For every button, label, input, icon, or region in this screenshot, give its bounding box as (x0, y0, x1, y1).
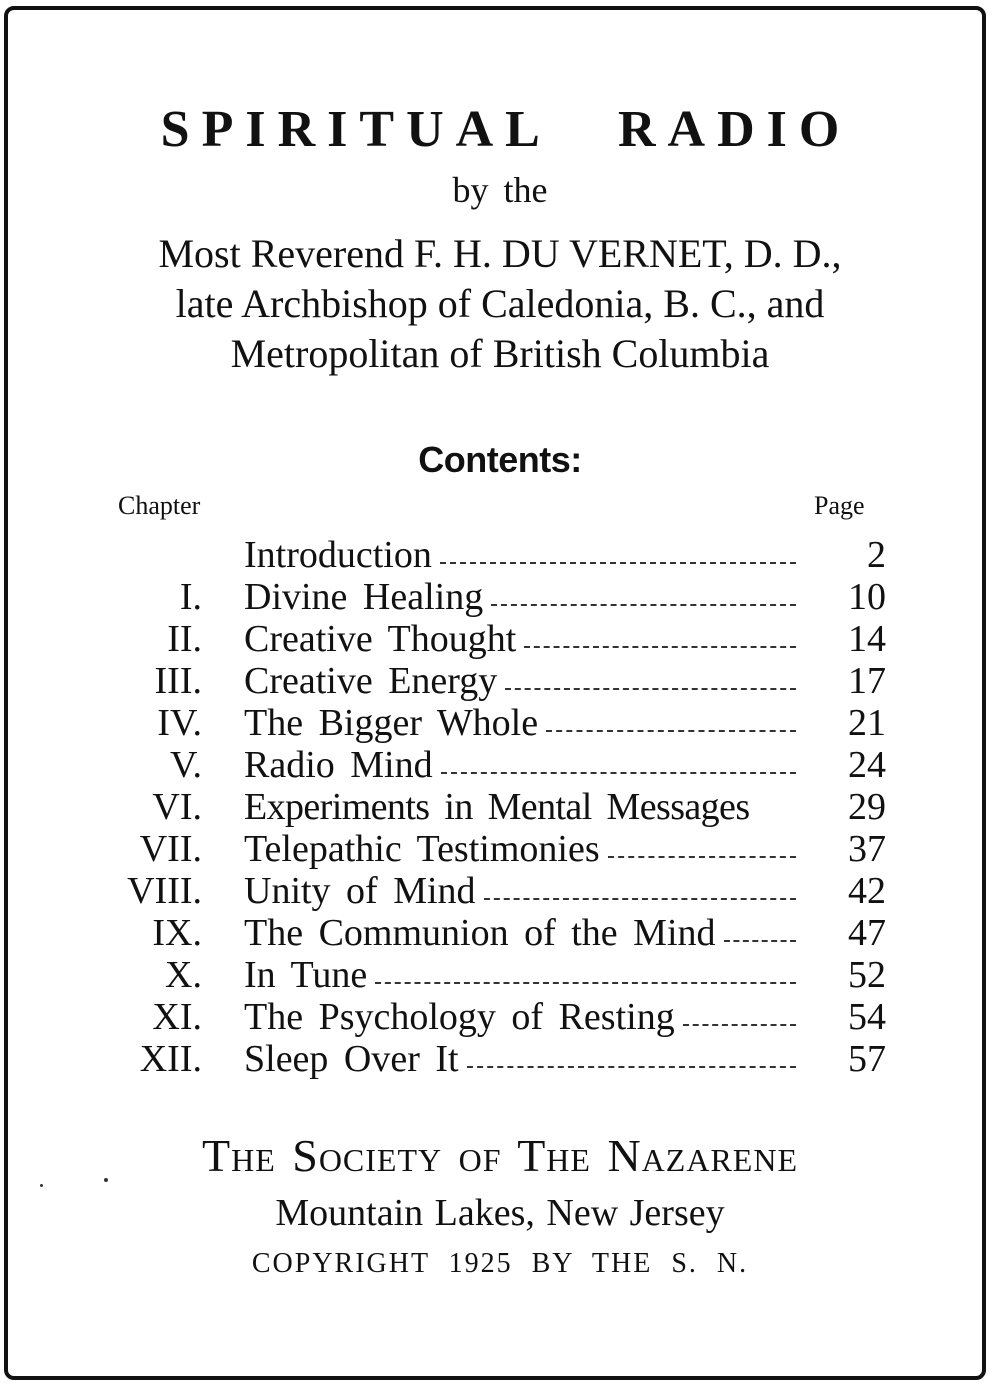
chapter-title: The Bigger Whole (244, 702, 539, 744)
chapter-column-label: Chapter (118, 491, 201, 520)
toc-entry (0, 996, 1000, 1038)
dot-leader (467, 1038, 796, 1068)
author-line-2: late Archbishop of Caledonia, B. C., and (175, 281, 825, 326)
chapter-number: II. (167, 618, 202, 660)
toc-entry (0, 1038, 1000, 1080)
chapter-number: V. (169, 744, 202, 786)
chapter-page: 54 (848, 996, 886, 1038)
chapter-title: In Tune (244, 954, 368, 996)
author-line-3: Metropolitan of British Columbia (230, 331, 770, 376)
chapter-title: Radio Mind (244, 744, 433, 786)
chapter-page: 47 (848, 912, 886, 954)
toc-entry (0, 786, 1000, 828)
chapter-page: 21 (848, 702, 886, 744)
toc-entry (0, 870, 1000, 912)
chapter-number: XI. (152, 996, 202, 1038)
chapter-number: IX. (152, 912, 202, 954)
toc-entry (0, 954, 1000, 996)
chapter-page: 37 (848, 828, 886, 870)
chapter-title: Unity of Mind (244, 870, 476, 912)
dot-leader (484, 870, 796, 900)
dot-leader (440, 534, 796, 564)
chapter-page: 42 (848, 870, 886, 912)
page-column-label: Page (814, 491, 865, 520)
dot-leader (375, 954, 796, 984)
dot-leader (491, 576, 796, 606)
toc-entry (0, 744, 1000, 786)
dot-leader (724, 912, 796, 942)
toc-entry (0, 828, 1000, 870)
publisher-name: The Society of The Nazarene (201, 1130, 798, 1181)
dot-leader (505, 660, 796, 690)
chapter-page: 52 (848, 954, 886, 996)
chapter-number: I. (179, 576, 202, 618)
dot-leader (546, 702, 796, 732)
author-line-1: Most Reverend F. H. DU VERNET, D. D., (158, 231, 842, 276)
publisher-location: Mountain Lakes, New Jersey (275, 1192, 725, 1234)
dot-leader (608, 828, 796, 858)
chapter-page: 17 (848, 660, 886, 702)
toc-entry (0, 534, 1000, 576)
chapter-page: 57 (848, 1038, 886, 1080)
ink-speck (40, 1184, 43, 1187)
chapter-title: Experiments in Mental Messages (244, 786, 750, 828)
chapter-number: VIII. (127, 870, 202, 912)
contents-heading: Contents: (418, 439, 582, 480)
chapter-number: VI. (152, 786, 202, 828)
dot-leader (524, 618, 796, 648)
chapter-page: 10 (848, 576, 886, 618)
chapter-title: Sleep Over It (244, 1038, 459, 1080)
chapter-title: Creative Energy (244, 660, 498, 702)
toc-entry (0, 660, 1000, 702)
chapter-title: The Psychology of Resting (244, 996, 675, 1038)
toc-entry (0, 702, 1000, 744)
dot-leader (683, 996, 796, 1026)
chapter-number: III. (154, 660, 202, 702)
chapter-title: Divine Healing (244, 576, 484, 618)
chapter-number: X. (165, 954, 202, 996)
book-title: SPIRITUAL RADIO (160, 101, 852, 158)
chapter-page: 24 (848, 744, 886, 786)
chapter-page: 29 (848, 786, 886, 828)
chapter-number: XII. (139, 1038, 202, 1080)
chapter-page: 14 (848, 618, 886, 660)
chapter-number: VII. (139, 828, 202, 870)
dot-leader (441, 744, 796, 774)
byline: by the (452, 170, 548, 210)
chapter-title: Creative Thought (244, 618, 517, 660)
chapter-page: 2 (867, 534, 886, 576)
toc-entry (0, 576, 1000, 618)
chapter-number: IV. (157, 702, 202, 744)
chapter-title: The Communion of the Mind (244, 912, 716, 954)
toc-entry (0, 912, 1000, 954)
chapter-title: Telepathic Testimonies (244, 828, 600, 870)
ink-speck (104, 1178, 108, 1182)
chapter-title: Introduction (244, 534, 432, 576)
toc-entry (0, 618, 1000, 660)
copyright-notice: COPYRIGHT 1925 BY THE S. N. (251, 1248, 749, 1279)
